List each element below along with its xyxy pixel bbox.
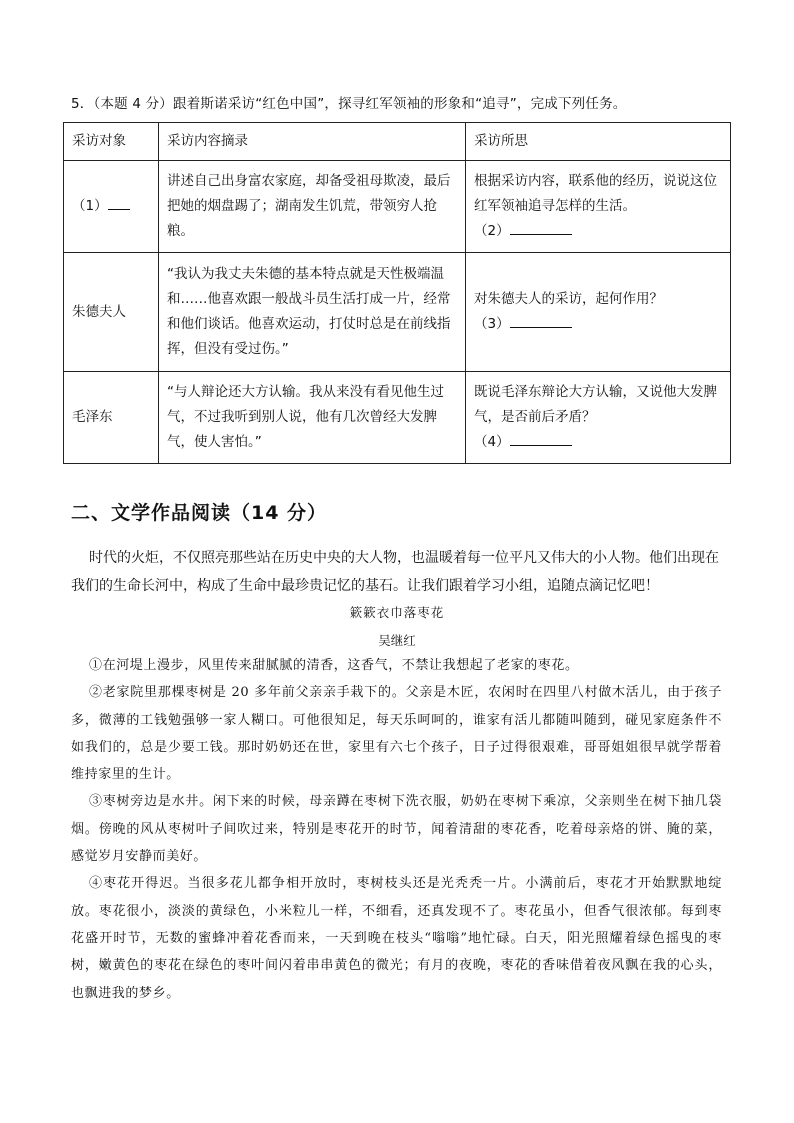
answer-blank-3[interactable] (510, 313, 572, 328)
section-intro: 时代的火炬，不仅照亮那些站在历史中央的大人物，也温暖着每一位平凡又伟大的小人物。他们出现在我们的生命长河中，构成了生命中最珍贵记忆的基石。让我们跟着学习小组，追随点滴记忆吧！ (71, 550, 719, 594)
essay-title: 簌簌衣巾落枣花 (349, 605, 445, 620)
answer-blank-2[interactable] (510, 220, 572, 235)
row3-subject: 毛泽东 (64, 372, 159, 464)
blank-label-4: （4） (474, 434, 510, 450)
blank-label-2: （2） (474, 223, 510, 239)
essay-paragraph-3: ③枣树旁边是水井。闲下来的时候，母亲蹲在枣树下洗衣服，奶奶在枣树下乘凉，父亲则坐在树下抽几袋烟。傍晚的风从枣树叶子间吹过来，特别是枣花开的时节，闻着清甜的枣花香，吃着母亲烙的饼、腌的菜，感觉岁月安静而美好。 (71, 794, 722, 865)
row1-thought (466, 161, 731, 253)
row2-subject: 朱德夫人 (64, 253, 159, 372)
essay-body (71, 652, 722, 1007)
header-thought: 采访所思 (466, 123, 731, 161)
table-row (64, 161, 731, 253)
row3-thought (466, 372, 731, 464)
question-5-prompt: 5．（本题 4 分）跟着斯诺采访“红色中国”，探寻红军领袖的形象和“追寻”，完成下列任务。 (71, 96, 627, 112)
header-subject: 采访对象 (64, 123, 159, 161)
answer-blank-1[interactable] (108, 195, 130, 210)
interview-table (63, 122, 731, 464)
header-excerpt: 采访内容摘录 (159, 123, 466, 161)
section-title: 二、文学作品阅读（14 分） (71, 502, 328, 524)
row2-question: 对朱德夫人的采访，起何作用？ (474, 291, 663, 307)
row3-excerpt: “与人辩论还大方认输。我从来没有看见他生过气，不过我听到别人说，他有几次曾经大发脾气，使人害怕。” (159, 372, 466, 464)
table-row (64, 253, 731, 372)
essay-paragraph-4: ④枣花开得迟。当很多花儿都争相开放时，枣树枝头还是光秃秃一片。小满前后，枣花才开始默默地绽放。枣花很小，淡淡的黄绿色，小米粒儿一样，不细看，还真发现不了。枣花虽小，但香气很浓郁。每到枣花盛开时节，无数的蜜蜂冲着花香而来，一天到晚在枝头“嗡嗡”地忙碌。白天，阳光照耀着绿色摇曳的枣树，嫩黄色的枣花在绿色的枣叶间闪着串串黄色的微光；有月的夜晚，枣花的香味借着夜风飘在我的心头，也飘进我的梦乡。 (71, 876, 722, 1001)
row1-subject (64, 161, 159, 253)
row1-question: 根据采访内容，联系他的经历，说说这位红军领袖追寻怎样的生活。 (474, 173, 717, 214)
blank-label-3: （3） (474, 316, 510, 332)
row2-thought (466, 253, 731, 372)
row2-excerpt: “我认为我丈夫朱德的基本特点就是天性极端温和……他喜欢跟一般战斗员生活打成一片，经常和他们谈话。他喜欢运动，打仗时总是在前线指挥，但没有受过伤。” (159, 253, 466, 372)
essay-paragraph-2: ②老家院里那棵枣树是 20 多年前父亲亲手栽下的。父亲是木匠，农闲时在四里八村做木活儿，由于孩子多，微薄的工钱勉强够一家人糊口。可他很知足，每天乐呵呵的，谁家有活儿都随叫随到，碰见家庭条件不如我们的，总是少要工钱。那时奶奶还在世，家里有六七个孩子，日子过得很艰难，哥哥姐姐很早就学帮着维持家里的生计。 (71, 685, 722, 783)
essay-author: 吴继红 (378, 633, 416, 648)
table-header-row (64, 123, 731, 161)
row3-question: 既说毛泽东辩论大方认输，又说他大发脾气，是否前后矛盾？ (474, 384, 717, 425)
table-row (64, 372, 731, 464)
row1-excerpt: 讲述自己出身富农家庭，却备受祖母欺凌，最后把她的烟盘踢了；湖南发生饥荒，带领穷人抢粮。 (159, 161, 466, 253)
answer-blank-4[interactable] (510, 431, 572, 446)
essay-paragraph-1: ①在河堤上漫步，风里传来甜腻腻的清香，这香气，不禁让我想起了老家的枣花。 (89, 658, 579, 673)
blank-label-1: （1） (72, 198, 108, 214)
